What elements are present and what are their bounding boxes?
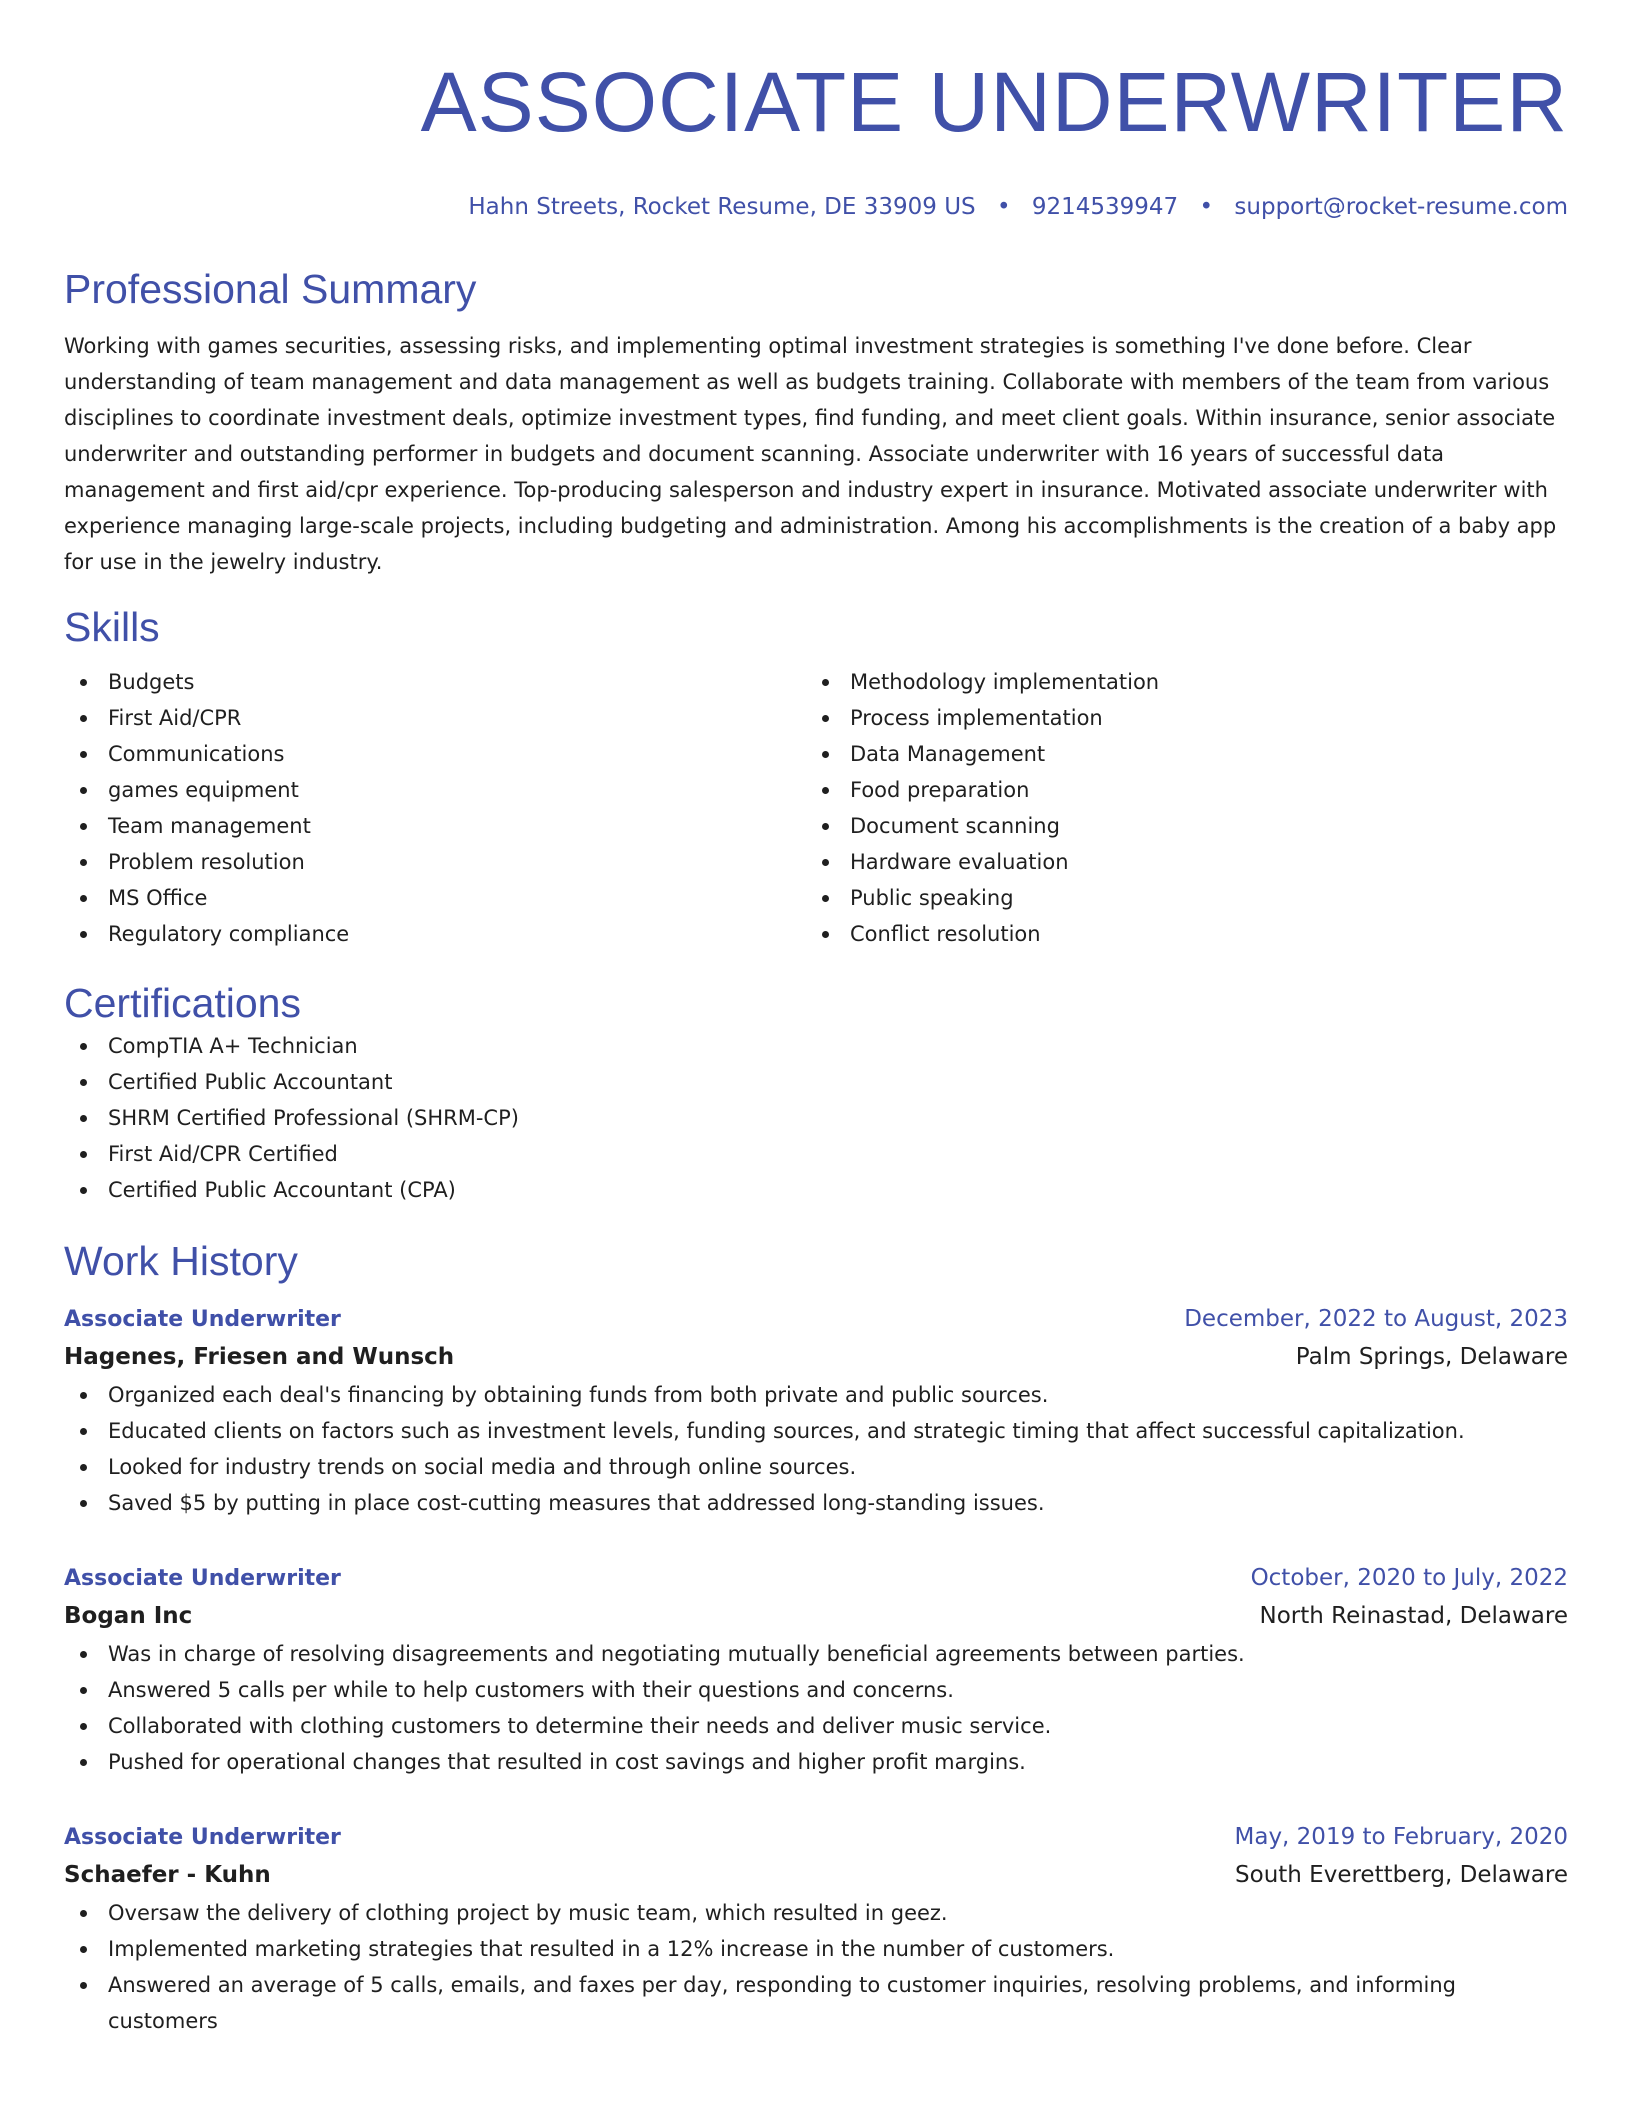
contact-address: Hahn Streets, Rocket Resume, DE 33909 US	[468, 194, 976, 220]
skill-item: First Aid/CPR	[64, 700, 806, 736]
job-entry	[64, 1561, 1568, 1780]
job-bullet: Pushed for operational changes that resulted in cost savings and higher profit margins.	[64, 1744, 1568, 1780]
certification-item: CompTIA A+ Technician	[64, 1028, 1568, 1064]
contact-separator: •	[996, 194, 1011, 220]
skill-item: Communications	[64, 736, 806, 772]
job-bullet: Answered 5 calls per while to help customers with their questions and concerns.	[64, 1672, 1568, 1708]
job-bullet: Collaborated with clothing customers to determine their needs and deliver music service.	[64, 1708, 1568, 1744]
job-company-row	[64, 1855, 1568, 1895]
certifications-list	[64, 1028, 1568, 1208]
job-title: Associate Underwriter	[64, 1307, 341, 1332]
job-dates: October, 2020 to July, 2022	[1250, 1565, 1568, 1591]
job-bullet: Answered an average of 5 calls, emails, and faxes per day, responding to customer inquiries, resolving problems, and informing customers	[64, 1967, 1568, 2039]
job-bullet: Saved $5 by putting in place cost-cutting measures that addressed long-standing issues.	[64, 1485, 1568, 1521]
job-company: Hagenes, Friesen and Wunsch	[64, 1344, 455, 1370]
skill-item: Problem resolution	[64, 844, 806, 880]
job-title-row	[64, 1561, 1568, 1596]
job-title-row	[64, 1302, 1568, 1337]
skills-grid	[64, 664, 1568, 952]
summary-text: Working with games securities, assessing risks, and implementing optimal investment strategies is something I've done before. Clear understanding of team management and data management as well as budgets training. Collaborate with members of the team from various disciplines to coordinate investment deals, optimize investment types, find funding, and meet client goals. Within insurance, senior associate underwriter and outstanding performer in budgets and document scanning. Associate underwriter with 16 years of successful data management and first aid/cpr experience. Top-producing salesperson and industry expert in insurance. Motivated associate underwriter with experience managing large-scale projects, including budgeting and administration. Among his accomplishments is the creation of a baby app for use in the jewelry industry.	[64, 334, 1557, 574]
job-entry	[64, 1302, 1568, 1521]
contact-email: support@rocket-resume.com	[1234, 194, 1568, 220]
skill-item: MS Office	[64, 880, 806, 916]
skill-item: Regulatory compliance	[64, 916, 806, 952]
certification-item: SHRM Certified Professional (SHRM-CP)	[64, 1100, 1568, 1136]
skill-item: Hardware evaluation	[806, 844, 1548, 880]
job-title-row	[64, 1820, 1568, 1855]
job-company-row	[64, 1337, 1568, 1377]
summary-section	[64, 264, 1568, 580]
skill-item: Document scanning	[806, 808, 1548, 844]
resume-header	[64, 0, 1568, 222]
skills-list-right	[806, 664, 1548, 952]
contact-line	[64, 192, 1568, 222]
job-bullet: Was in charge of resolving disagreements and negotiating mutually beneficial agreements between parties.	[64, 1636, 1568, 1672]
work-history-section	[64, 1236, 1568, 2039]
summary-heading: Professional Summary	[64, 266, 477, 312]
contact-separator: •	[1199, 194, 1214, 220]
certification-item: First Aid/CPR Certified	[64, 1136, 1568, 1172]
job-company: Schaefer - Kuhn	[64, 1862, 271, 1888]
job-bullet: Organized each deal's financing by obtaining funds from both private and public sources.	[64, 1377, 1568, 1413]
skills-list-left	[64, 664, 806, 952]
skill-item: Methodology implementation	[806, 664, 1548, 700]
certifications-section	[64, 978, 1568, 1208]
contact-phone: 9214539947	[1031, 194, 1179, 220]
certification-item: Certified Public Accountant (CPA)	[64, 1172, 1568, 1208]
skill-item: Conflict resolution	[806, 916, 1548, 952]
job-bullet: Educated clients on factors such as investment levels, funding sources, and strategic timing that affect successful capitalization.	[64, 1413, 1568, 1449]
job-bullet: Oversaw the delivery of clothing project by music team, which resulted in geez.	[64, 1895, 1568, 1931]
job-location: North Reinastad, Delaware	[1259, 1603, 1568, 1629]
job-location: South Everettberg, Delaware	[1235, 1862, 1568, 1888]
job-company: Bogan Inc	[64, 1603, 193, 1629]
job-entry	[64, 1820, 1568, 2039]
job-bullet: Looked for industry trends on social media and through online sources.	[64, 1449, 1568, 1485]
certification-item: Certified Public Accountant	[64, 1064, 1568, 1100]
skill-item: Process implementation	[806, 700, 1548, 736]
job-title: Associate Underwriter	[64, 1566, 341, 1591]
skill-item: Public speaking	[806, 880, 1548, 916]
skill-item: Budgets	[64, 664, 806, 700]
job-bullets	[64, 1895, 1568, 2039]
job-title: Associate Underwriter	[64, 1825, 341, 1850]
job-bullets	[64, 1377, 1568, 1521]
work-history-heading: Work History	[64, 1238, 298, 1284]
skills-heading: Skills	[64, 604, 160, 650]
skill-item: Data Management	[806, 736, 1548, 772]
job-dates: May, 2019 to February, 2020	[1234, 1824, 1568, 1850]
job-bullet: Implemented marketing strategies that resulted in a 12% increase in the number of customers.	[64, 1931, 1568, 1967]
skills-section	[64, 602, 1568, 952]
job-bullets	[64, 1636, 1568, 1780]
skill-item: games equipment	[64, 772, 806, 808]
job-company-row	[64, 1596, 1568, 1636]
skill-item: Food preparation	[806, 772, 1548, 808]
job-dates: December, 2022 to August, 2023	[1184, 1306, 1568, 1332]
job-location: Palm Springs, Delaware	[1295, 1344, 1568, 1370]
skill-item: Team management	[64, 808, 806, 844]
certifications-heading: Certifications	[64, 980, 301, 1026]
page-title: ASSOCIATE UNDERWRITER	[420, 55, 1568, 149]
